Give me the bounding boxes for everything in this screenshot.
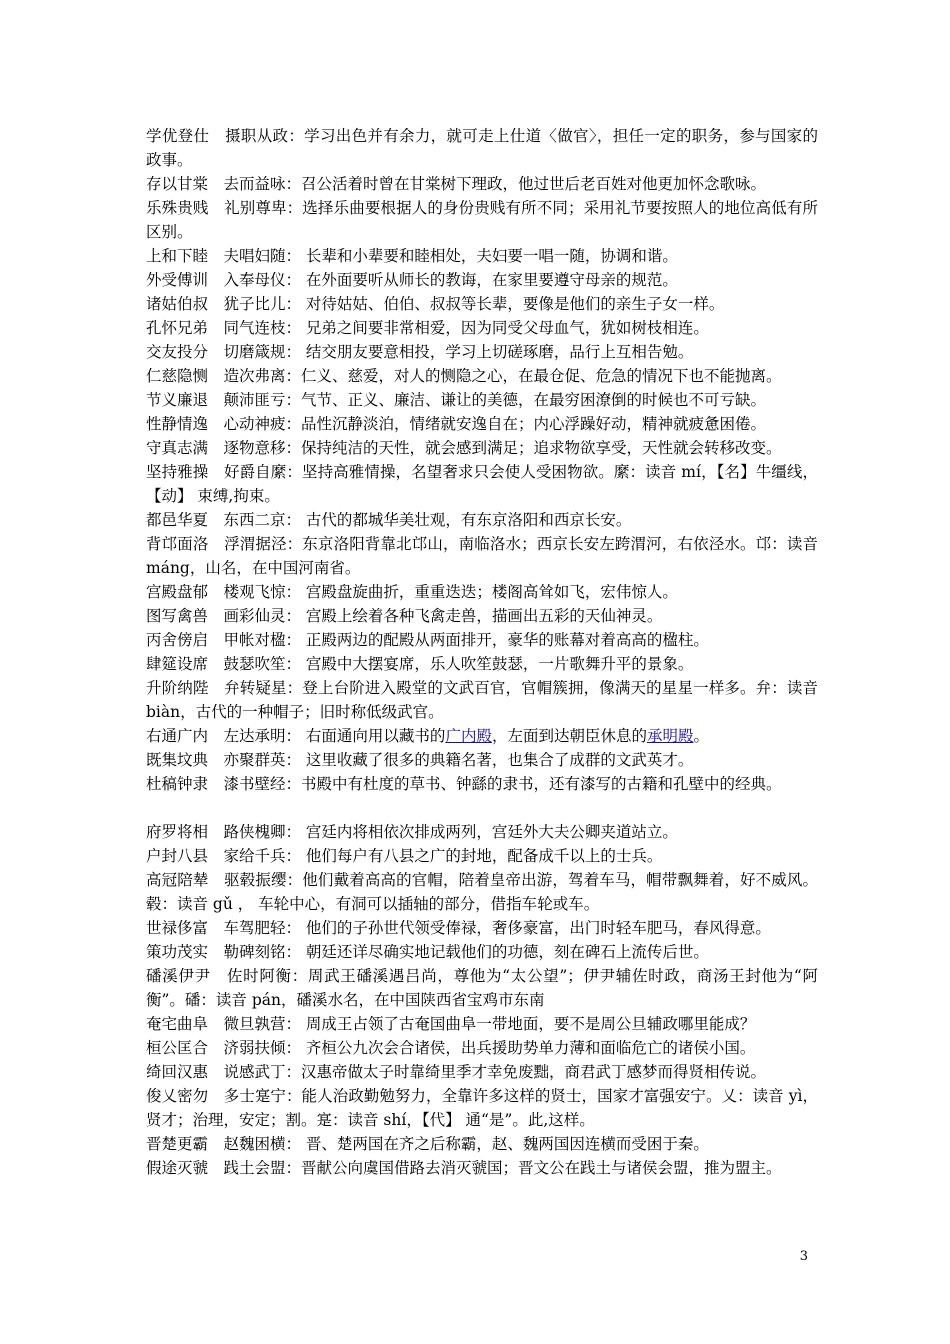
text-entry: 桓公匡合 济弱扶倾： 齐桓公九次会合诸侯，出兵援助势单力薄和面临危亡的诸侯小国。 bbox=[146, 1039, 756, 1057]
text-entry: 仁慈隐恻 造次弗离：仁义、慈爱，对人的恻隐之心，在最仓促、危急的情况下也不能抛离。 bbox=[146, 367, 782, 385]
text-entry: 图写禽兽 画彩仙灵： 宫殿上绘着各种飞禽走兽，描画出五彩的天仙神灵。 bbox=[146, 607, 663, 625]
text-entry: 守真志满 逐物意移：保持纯洁的天性，就会感到满足；追求物欲享受，天性就会转移改变。 bbox=[146, 439, 782, 457]
text-entry: 节义廉退 颠沛匪亏：气节、正义、廉洁、谦让的美德，在最穷困潦倒的时候也不可亏缺。 bbox=[146, 391, 767, 409]
text-entry: 俊乂密勿 多士寔宁：能人治政勤勉努力，全靠许多这样的贤士，国家才富强安宁。乂：读音 yì，贤才；治理，安定；割。寔：读音 shí，【代】 通“是”。此,这样。 bbox=[146, 1087, 818, 1129]
text-entry: 府罗将相 路侠槐卿： 宫廷内将相依次排成两列，宫廷外大夫公卿夹道站立。 bbox=[146, 823, 678, 841]
text-entry: 晋楚更霸 赵魏困横： 晋、楚两国在齐之后称霸，赵、魏两国因连横而受困于秦。 bbox=[146, 1135, 709, 1153]
guangnei-hall-link[interactable]: 广内殿 bbox=[445, 727, 492, 745]
text-entry: 户封八县 家给千兵： 他们每户有八县之广的封地，配备成千以上的士兵。 bbox=[146, 847, 663, 865]
text-entry: 孔怀兄弟 同气连枝： 兄弟之间要非常相爱，因为同受父母血气，犹如树枝相连。 bbox=[146, 319, 709, 337]
text-entry: 背邙面洛 浮渭据泾：东京洛阳背靠北邙山，南临洛水；西京长安左跨渭河，右依泾水。邙：读音 máng，山名，在中国河南省。 bbox=[146, 535, 818, 577]
text-entry: 假途灭虢 践土会盟：晋献公向虞国借路去消灭虢国；晋文公在践土与诸侯会盟，推为盟主。 bbox=[146, 1159, 782, 1177]
text-entry: 都邑华夏 东西二京： 古代的都城华美壮观，有东京洛阳和西京长安。 bbox=[146, 511, 632, 529]
text-entry: 肆筵设席 鼓瑟吹笙： 宫殿中大摆宴席，乐人吹笙鼓瑟，一片歌舞升平的景象。 bbox=[146, 655, 694, 673]
text-entry: 宫殿盘郁 楼观飞惊： 宫殿盘旋曲折，重重迭迭；楼阁高耸如飞，宏伟惊人。 bbox=[146, 583, 678, 601]
entry-text-between-links: ，左面到达朝臣休息的 bbox=[491, 727, 647, 745]
text-entry: 世禄侈富 车驾肥轻： 他们的子孙世代领受俸禄，奢侈豪富，出门时轻车肥马，春风得意。 bbox=[146, 919, 771, 937]
text-entry: 性静情逸 心动神疲：品性沉静淡泊，情绪就安逸自在；内心浮躁好动，精神就疲惫困倦。 bbox=[146, 415, 767, 433]
text-entry: 交友投分 切磨箴规： 结交朋友要意相投，学习上切磋琢磨，品行上互相告勉。 bbox=[146, 343, 694, 361]
text-entry: 既集坟典 亦聚群英： 这里收藏了很多的典籍名著，也集合了成群的文武英才。 bbox=[146, 751, 694, 769]
text-entry: 丙舍傍启 甲帐对楹： 正殿两边的配殿从两面排开，豪华的账幕对着高高的楹柱。 bbox=[146, 631, 709, 649]
text-entry: 杜稿钟隶 漆书壁经：书殿中有杜度的草书、钟繇的隶书，还有漆写的古籍和孔壁中的经典。 bbox=[146, 775, 782, 793]
chengming-hall-link[interactable]: 承明殿 bbox=[646, 727, 694, 745]
document-body bbox=[146, 124, 818, 1180]
text-entry: 诸姑伯叔 犹子比儿： 对待姑姑、伯伯、叔叔等长辈，要像是他们的亲生子女一样。 bbox=[146, 295, 725, 313]
text-entry: 磻溪伊尹 佐时阿衡：周武王磻溪遇吕尚，尊他为“太公望”；伊尹辅佐时政，商汤王封他为“阿衡”。磻：读音 pán，磻溪水名，在中国陕西省宝鸡市东南 bbox=[146, 967, 818, 1009]
text-entry: 高冠陪辇 驱毂振缨：他们戴着高高的官帽，陪着皇帝出游，驾着车马，帽带飘舞着，好不威风。毂：读音 gǔ ， 车轮中心，有洞可以插轴的部分，借指车轮或车。 bbox=[146, 871, 818, 913]
text-entry: 升阶纳陛 弁转疑星：登上台阶进入殿堂的文武百官，官帽簇拥，像满天的星星一样多。弁：读音 biàn，古代的一种帽子；旧时称低级武官。 bbox=[146, 679, 818, 721]
text-entry: 坚持雅操 好爵自縻：坚持高雅情操，名望奢求只会使人受困物欲。縻：读音 mí，【名】牛缰线，【动】 束缚,拘束。 bbox=[146, 463, 818, 505]
page-number: 3 bbox=[799, 1249, 808, 1264]
text-entry: 策功茂实 勒碑刻铭： 朝廷还详尽确实地记载他们的功德，刻在碑石上流传后世。 bbox=[146, 943, 709, 961]
entry-text-before-link: 右通广内 左达承明： 右面通向用以藏书的 bbox=[146, 727, 446, 745]
text-entry: 外受傅训 入奉母仪： 在外面要听从师长的教诲，在家里要遵守母亲的规范。 bbox=[146, 271, 678, 289]
paragraph-gap bbox=[146, 796, 818, 820]
text-entry: 绮回汉惠 说感武丁：汉惠帝做太子时靠绮里季才幸免废黜，商君武丁感梦而得贤相传说。 bbox=[146, 1063, 767, 1081]
text-entry: 学优登仕 摄职从政：学习出色并有余力，就可走上仕道〈做官〉，担任一定的职务，参与国家的政事。 bbox=[146, 127, 818, 169]
text-entry: 上和下睦 夫唱妇随： 长辈和小辈要和睦相处，夫妇要一唱一随，协调和谐。 bbox=[146, 247, 678, 265]
text-entry: 存以甘棠 去而益咏：召公活着时曾在甘棠树下理政，他过世后老百姓对他更加怀念歌咏。 bbox=[146, 175, 767, 193]
entry-text-after-link: 。 bbox=[693, 727, 709, 745]
text-entry: 奄宅曲阜 微旦孰营： 周成王占领了古奄国曲阜一带地面，要不是周公旦辅政哪里能成？ bbox=[146, 1015, 756, 1033]
text-entry bbox=[146, 724, 818, 748]
text-entry: 乐殊贵贱 礼别尊卑：选择乐曲要根据人的身份贵贱有所不同；采用礼节要按照人的地位高低有所区别。 bbox=[146, 199, 818, 241]
